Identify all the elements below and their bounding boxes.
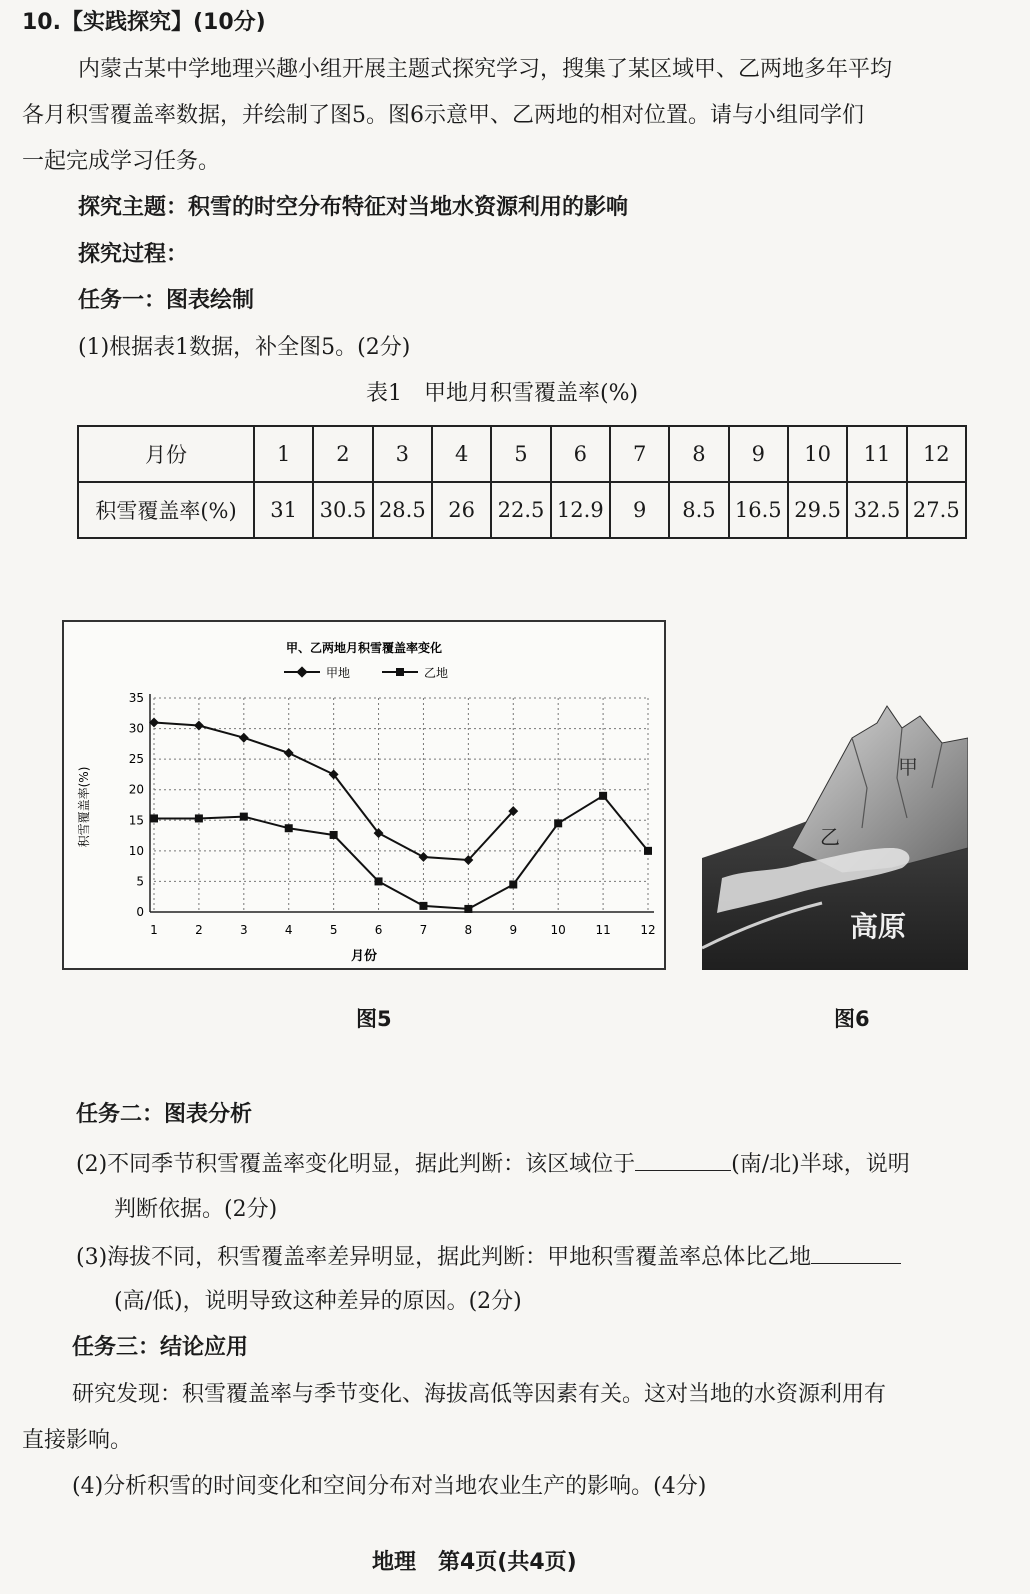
label-jia: 甲 (898, 755, 918, 779)
data-point-jia (419, 852, 429, 862)
inquiry-process: 探究过程： (78, 242, 189, 267)
question-2-text-a: (2)不同季节积雪覆盖率变化明显，据此判断：该区域位于 (76, 1152, 636, 1177)
y-tick-label: 20 (128, 782, 144, 797)
chart-y-label: 积雪覆盖率(%) (77, 766, 91, 848)
table-cell: 8 (669, 426, 728, 482)
x-tick-label: 7 (419, 923, 428, 937)
data-point-yi (330, 831, 338, 839)
series-line-yi (154, 796, 648, 909)
data-point-yi (599, 792, 607, 800)
table-row-label: 月份 (78, 426, 254, 482)
y-tick-label: 10 (128, 843, 144, 858)
table-cell: 4 (432, 426, 491, 482)
chart-legend (284, 665, 448, 680)
data-point-yi (419, 902, 427, 910)
data-point-yi (240, 813, 248, 821)
table-cell: 8.5 (669, 482, 728, 538)
chart-grid (154, 698, 648, 912)
table-cell: 28.5 (373, 482, 432, 538)
table-cell: 11 (847, 426, 906, 482)
inquiry-theme: 探究主题：积雪的时空分布特征对当地水资源利用的影响 (78, 195, 629, 220)
table-cell: 32.5 (847, 482, 906, 538)
table-row-rates (78, 482, 966, 538)
legend-label-jia: 甲地 (326, 666, 351, 680)
legend-marker-yi (396, 668, 404, 676)
table-cell: 7 (610, 426, 669, 482)
table-cell: 10 (788, 426, 847, 482)
question-3-line-1 (76, 1241, 901, 1273)
x-tick-label: 3 (239, 923, 248, 937)
page-footer: 地理 第4页(共4页) (372, 1550, 577, 1575)
data-point-yi (644, 847, 652, 855)
table1-caption: 表1 甲地月积雪覆盖率(%) (366, 381, 639, 406)
data-point-yi (375, 877, 383, 885)
task2-title: 任务二：图表分析 (76, 1102, 253, 1127)
data-point-jia (284, 748, 294, 758)
finding-line-1: 研究发现：积雪覆盖率与季节变化、海拔高低等因素有关。这对当地的水资源利用有 (72, 1382, 887, 1407)
table-cell: 5 (491, 426, 550, 482)
table-cell: 12 (907, 426, 966, 482)
y-tick-label: 5 (136, 874, 144, 889)
table-cell: 16.5 (729, 482, 788, 538)
data-point-jia (239, 733, 249, 743)
data-point-yi (509, 880, 517, 888)
intro-line-2: 各月积雪覆盖率数据，并绘制了图5。图6示意甲、乙两地的相对位置。请与小组同学们 (22, 103, 864, 128)
table-cell: 22.5 (491, 482, 550, 538)
table-row-label: 积雪覆盖率(%) (78, 482, 254, 538)
question-3-line-2: (高/低)，说明导致这种差异的原因。(2分) (114, 1289, 522, 1314)
chart-title: 甲、乙两地月积雪覆盖率变化 (285, 641, 443, 655)
y-tick-label: 35 (128, 691, 144, 705)
answer-blank-high-low[interactable] (811, 1241, 901, 1264)
label-yi: 乙 (820, 825, 840, 849)
table-cell: 30.5 (313, 482, 372, 538)
data-point-yi (150, 814, 158, 822)
data-point-yi (464, 905, 472, 913)
intro-line-3: 一起完成学习任务。 (22, 149, 221, 174)
question-number-title: 10.【实践探究】(10分) (22, 10, 266, 35)
x-tick-label: 8 (464, 923, 473, 937)
x-tick-label: 10 (550, 923, 566, 937)
figure5-line-chart (64, 622, 664, 968)
x-tick-label: 12 (640, 923, 656, 937)
y-tick-label: 0 (136, 905, 144, 919)
task3-title: 任务三：结论应用 (72, 1335, 249, 1360)
task1-title: 任务一：图表绘制 (78, 288, 255, 313)
intro-line-1: 内蒙古某中学地理兴趣小组开展主题式探究学习，搜集了某区域甲、乙两地多年平均 (78, 57, 893, 82)
chart-x-label: 月份 (350, 949, 378, 964)
table-cell: 31 (254, 482, 313, 538)
x-tick-label: 1 (150, 923, 158, 937)
table-cell: 9 (729, 426, 788, 482)
x-tick-label: 6 (374, 923, 383, 937)
table-cell: 6 (551, 426, 610, 482)
chart-series (149, 718, 652, 913)
label-plateau: 高原 (850, 910, 907, 943)
table-cell: 9 (610, 482, 669, 538)
table-cell: 27.5 (907, 482, 966, 538)
x-tick-label: 9 (509, 923, 518, 937)
table-row-months (78, 426, 966, 482)
figure6-caption: 图6 (834, 1007, 870, 1031)
x-tick-label: 11 (595, 923, 611, 937)
question-4: (4)分析积雪的时间变化和空间分布对当地农业生产的影响。(4分) (72, 1474, 707, 1499)
x-tick-label: 4 (284, 923, 293, 937)
y-tick-label: 15 (128, 813, 144, 828)
question-2-line-1 (76, 1148, 910, 1180)
y-tick-label: 25 (128, 752, 144, 767)
table1 (77, 425, 967, 539)
data-point-yi (285, 824, 293, 832)
table-cell: 3 (373, 426, 432, 482)
figure6-terrain-illustration (702, 698, 968, 970)
question-2-line-2: 判断依据。(2分) (114, 1197, 278, 1222)
table-cell: 2 (313, 426, 372, 482)
table-cell: 12.9 (551, 482, 610, 538)
figure5-chart-frame (62, 620, 666, 970)
finding-line-2: 直接影响。 (22, 1428, 133, 1453)
chart-axes (150, 694, 654, 912)
data-point-yi (195, 814, 203, 822)
table-cell: 1 (254, 426, 313, 482)
mountain-range (792, 706, 968, 873)
data-point-yi (554, 819, 562, 827)
table-cell: 26 (432, 482, 491, 538)
question-1: (1)根据表1数据，补全图5。(2分) (78, 335, 411, 360)
question-2-text-b: (南/北)半球，说明 (731, 1152, 910, 1177)
table-cell: 29.5 (788, 482, 847, 538)
x-tick-label: 5 (329, 923, 338, 937)
legend-marker-jia (296, 666, 307, 677)
legend-label-yi: 乙地 (424, 666, 449, 680)
y-tick-label: 30 (128, 721, 144, 736)
question-3-text-a: (3)海拔不同，积雪覆盖率差异明显，据此判断：甲地积雪覆盖率总体比乙地 (76, 1245, 812, 1270)
answer-blank-hemisphere[interactable] (635, 1148, 731, 1171)
x-tick-label: 2 (195, 923, 203, 937)
figure5-caption: 图5 (356, 1007, 392, 1031)
